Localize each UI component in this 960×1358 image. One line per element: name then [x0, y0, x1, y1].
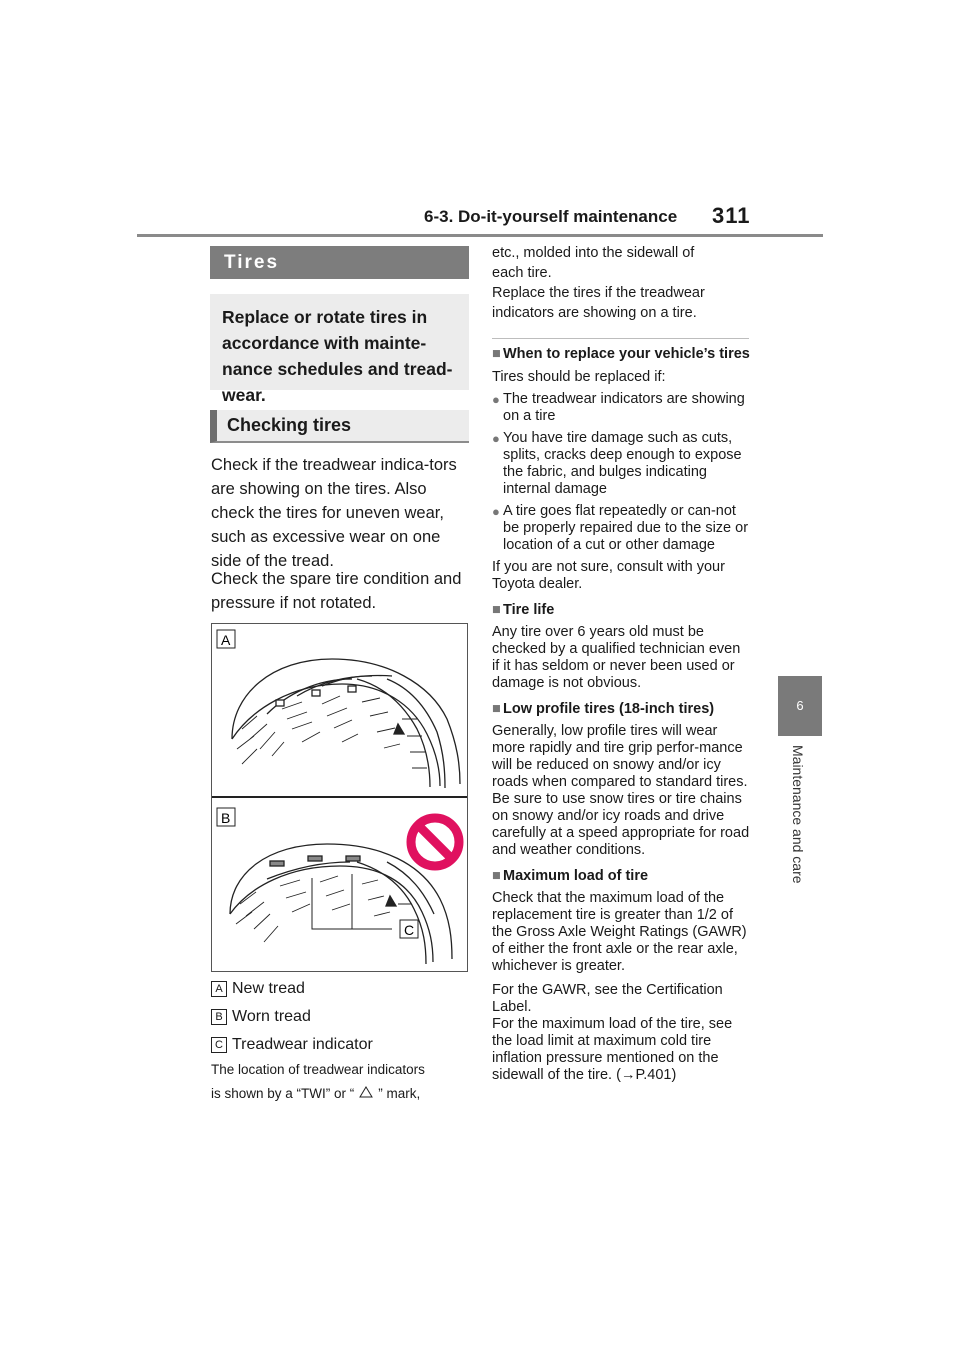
treadwear-continuation: etc., molded into the sidewall of each tire. Replace the tires if the treadwear indicators are showing on a tire.: [492, 245, 705, 321]
legend-item-a: [211, 978, 473, 1000]
legend-text-c: Treadwear indicator: [232, 1036, 373, 1053]
caption-line-2: is shown by a “TWI” or “ ” mark,: [211, 1082, 473, 1106]
figure-label-b: B: [221, 810, 231, 826]
arrow-right-icon: →: [620, 1067, 636, 1083]
max-load-gawr: For the GAWR, see the Certification Label.: [492, 982, 723, 1015]
bullet-item: ● You have tire damage such as cuts, splits, cracks deep enough to expose the fabric, and bulges indicating internal damage: [492, 430, 742, 497]
low-profile-text: Generally, low profile tires will wear more rapidly and tire grip perfor-mance will be reduced on snowy and/or icy roads when compared to standard tires. Be sure to use snow tires or tire chains on snowy and/or icy roads and drive carefully at a speed appropriate for road and weather conditions.: [492, 723, 750, 858]
max-load-limit: For the maximum load of the tire, see the load limit at maximum cold tire inflation pressure mentioned on the sidewall of the tire. (→P.401): [492, 1016, 733, 1083]
section-title-bar: Tires: [210, 246, 469, 279]
max-load-text: Check that the maximum load of the replacement tire is greater than 1/2 of the Gross Axle Weight Ratings (GAWR) of either the front axle or the rear axle, whichever is greater.: [492, 890, 747, 974]
chapter-label: Maintenance and care: [790, 745, 806, 884]
figure-label-a: A: [221, 632, 231, 648]
treadwear-caption: [211, 1058, 473, 1106]
tire-tread-figure: [211, 623, 468, 972]
bullet-item: ● The treadwear indicators are showing on a tire: [492, 391, 745, 424]
legend-text-b: Worn tread: [232, 1008, 311, 1025]
bullet-item: ● A tire goes flat repeatedly or can-not be properly repaired due to the size or location of a cut or other damage: [492, 503, 749, 553]
section-divider: [492, 338, 749, 339]
checking-paragraph-1: Check if the treadwear indica-tors are showing on the tires. Also check the tires for uneven wear, such as excessive wear on one side of the tread.: [211, 456, 457, 570]
when-to-replace-heading: ■ When to replace your vehicle’s tires: [492, 346, 750, 362]
max-load-heading: ■ Maximum load of tire: [492, 868, 649, 884]
legend-item-b: [211, 1006, 473, 1028]
tire-life-text: Any tire over 6 years old must be checked by a qualified technician even if it has seldom or never been used or damage is not obvious.: [492, 624, 741, 691]
low-profile-heading: ■ Low profile tires (18-inch tires): [492, 701, 715, 717]
section-title: 6-3. Do-it-yourself maintenance: [424, 207, 678, 226]
tire-life-heading: ■ Tire life: [492, 602, 555, 618]
figure-legend: [211, 978, 473, 1056]
subheading-checking-tires: Checking tires: [210, 410, 469, 443]
prohibited-icon: [411, 818, 459, 866]
legend-key-a: A: [211, 981, 227, 997]
triangle-mark-icon: [354, 1082, 378, 1106]
new-tread-tire: [232, 659, 460, 788]
header-rule: [137, 234, 823, 237]
when-to-replace-intro: Tires should be replaced if:: [492, 369, 666, 385]
chapter-tab: 6: [778, 676, 822, 736]
tire-tread-illustration: [212, 624, 467, 971]
legend-key-c: C: [211, 1037, 227, 1053]
legend-text-a: New tread: [232, 980, 305, 997]
legend-item-c: [211, 1034, 473, 1056]
page-number: 311: [712, 203, 751, 228]
when-to-replace-section: [492, 346, 750, 1084]
intro-callout: Replace or rotate tires in accordance with mainte-nance schedules and tread-wear.: [210, 294, 469, 390]
when-to-replace-outro: If you are not sure, consult with your Toyota dealer.: [492, 559, 725, 592]
page-reference-link[interactable]: P.401: [635, 1067, 672, 1083]
legend-key-b: B: [211, 1009, 227, 1025]
checking-paragraph-2: Check the spare tire condition and pressure if not rotated.: [211, 570, 462, 612]
figure-label-c: C: [404, 922, 415, 938]
caption-line-1: The location of treadwear indicators: [211, 1062, 425, 1077]
